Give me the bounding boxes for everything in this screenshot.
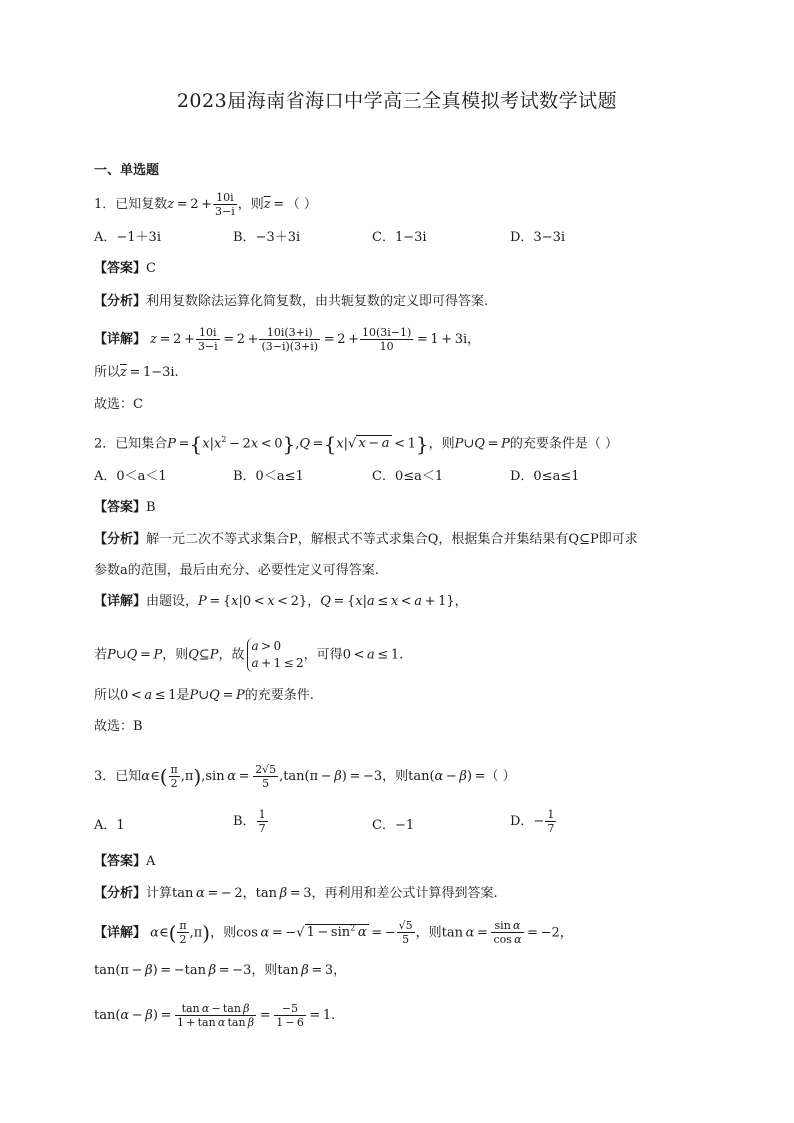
q2-derivation: 若P∪Q = P，则Q⊆P，故 a > 0 a + 1 ≤ 2 ，可得0 < a ≤ 1. bbox=[94, 639, 404, 670]
q3-answer: 【答案】A bbox=[94, 854, 156, 869]
q2-option-a: A．0＜a＜1 bbox=[94, 469, 167, 484]
q1-answer: 【答案】C bbox=[94, 261, 156, 276]
q1-stem: 1．已知复数z = 2 + $\frac{10i}{3-i}$ ，则$\overline{z}$ = （ ） bbox=[94, 191, 317, 218]
q1-analysis: 【分析】利用复数除法运算化简复数，由共轭复数的定义即可得答案. bbox=[94, 294, 489, 309]
q1-fraction: $\frac{10i}{3-i}$ bbox=[215, 191, 235, 218]
q1-option-d: D．3−3i bbox=[510, 230, 566, 245]
q2-choose: 故选：B bbox=[94, 719, 143, 734]
section-heading: 一、单选题 bbox=[94, 163, 160, 178]
q3-option-c: C．−1 bbox=[372, 818, 415, 833]
q1-option-b: B．−3＋3i bbox=[233, 230, 301, 245]
q2-option-d: D．0≤a≤1 bbox=[510, 469, 580, 484]
q3-option-b: B． $\frac{1}{7}$ bbox=[233, 808, 266, 835]
q3-step3: tan(α − β) = $\frac{\text{tan α − tan β}}{\text{1 + tan α tan β}}$ = $\frac{-5}{1 - 6}$ = 1. bbox=[94, 1002, 336, 1029]
q3-stem: 3．已知α∈( $\frac{\pi}{2}$ ,π),sin α = $\frac{2√5}{5}$ ,tan(π − β) = −3，则tan(α − β) =（ ） bbox=[94, 763, 516, 790]
q3-detail: 【详解】 α∈( $\frac{\pi}{2}$ ,π)，则cos α = −√ $1 - \sin^2 \alpha$ = − $\frac{√5}{5}$ ，则tan α = $\frac{\text{sin α}}{\text{cos α}}$ = −2， bbox=[94, 919, 573, 947]
q2-detail: 【详解】由题设，P = {x|0 < x < 2}，Q = {x|a ≤ x < a + 1}， bbox=[94, 594, 468, 609]
q3-option-a: A．1 bbox=[94, 818, 125, 833]
q2-option-b: B．0＜a≤1 bbox=[233, 469, 304, 484]
q3-step2: tan(π − β) = −tan β = −3，则tan β = 3， bbox=[94, 963, 347, 978]
q1-choose: 故选：C bbox=[94, 397, 143, 412]
q2-stem: 2．已知集合$P =\{x|x^2 - 2x < 0\},Q =\{x|√$ x − a < 1}，则P∪Q = P的充要条件是（ ） bbox=[94, 431, 618, 456]
q2-analysis-line1: 【分析】解一元二次不等式求集合P，解根式不等式求集合Q，根据集合并集结果有Q⊆P即可求 bbox=[94, 532, 638, 547]
q2-analysis-line2: 参数a的范围，最后由充分、必要性定义可得答案. bbox=[94, 563, 379, 578]
q1-option-c: C．1−3i bbox=[372, 230, 427, 245]
document-title: 2023届海南省海口中学高三全真模拟考试数学试题 bbox=[176, 90, 618, 112]
q3-option-d: D．− $\frac{1}{7}$ bbox=[510, 808, 555, 835]
q1-detail: 【详解】 z = 2 + $\frac{10i}{3-i}$ = 2 + $\frac{10i(3+i)}{(3-i)(3+i)}$ = 2 + $\frac{10(3i-1)}{10}$ = 1 + 3i， bbox=[94, 326, 481, 353]
q2-conclusion: 所以0 < a ≤ 1是P∪Q = P的充要条件. bbox=[94, 688, 314, 703]
q3-analysis: 【分析】计算tan α = − 2，tan β = 3，再利用和差公式计算得到答案. bbox=[94, 886, 498, 901]
q2-answer: 【答案】B bbox=[94, 500, 156, 515]
q1-conclusion: 所以$\overline{z} = 1-3i$. bbox=[94, 365, 179, 380]
q2-option-c: C．0≤a＜1 bbox=[372, 469, 444, 484]
q1-option-a: A．−1＋3i bbox=[94, 230, 161, 245]
